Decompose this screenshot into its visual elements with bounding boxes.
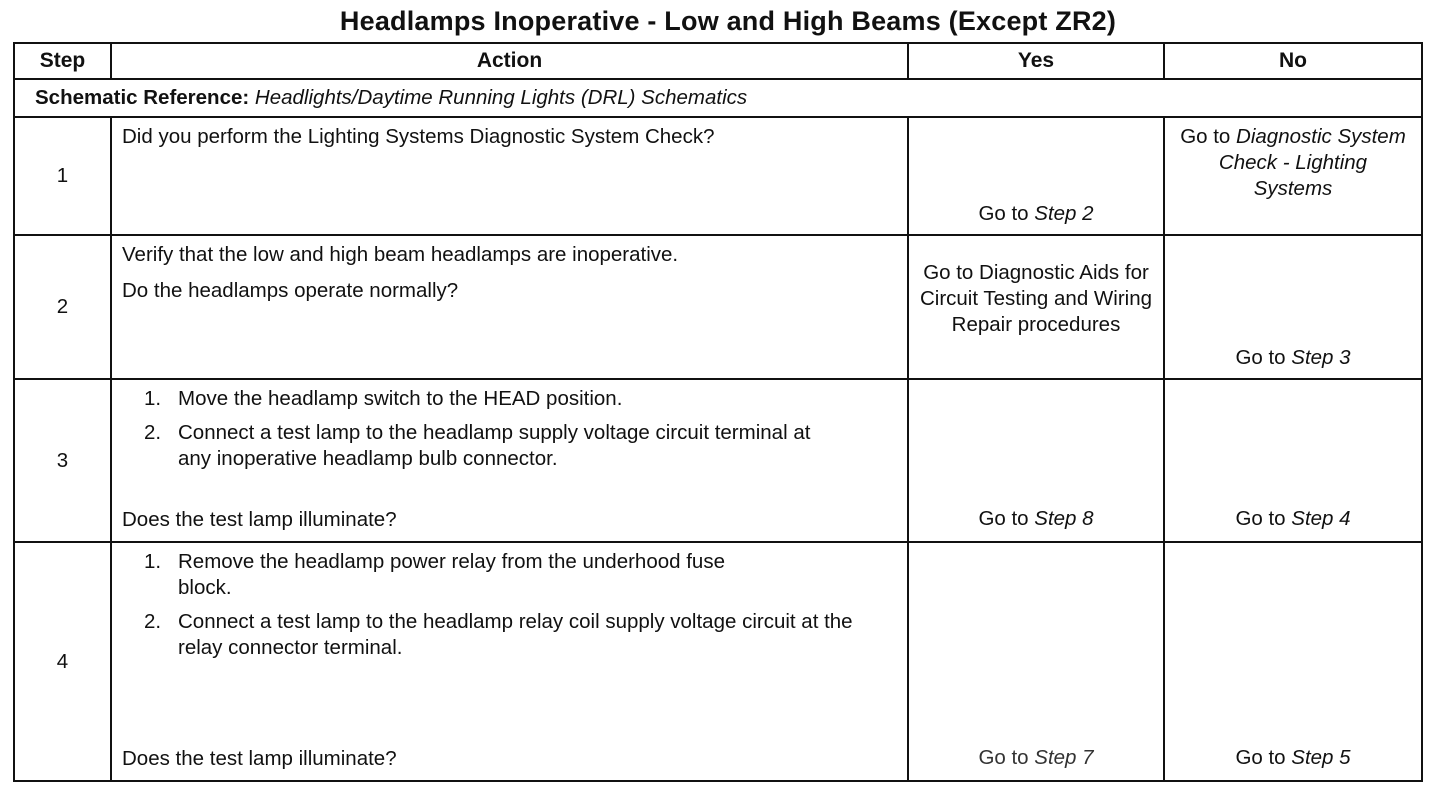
- action-cell: [111, 379, 908, 542]
- yes-cell: [908, 542, 1164, 781]
- action-question: Do the headlamps operate normally?: [122, 279, 459, 302]
- yes-result: Go to Step 8: [978, 507, 1094, 530]
- action-text: Did you perform the Lighting Systems Diagnostic System Check?: [122, 125, 715, 148]
- header-step: Step: [14, 43, 111, 79]
- no-result: Go to Diagnostic System Check - Lighting Systems: [1180, 125, 1406, 200]
- yes-step-link: Step 7: [1034, 746, 1094, 769]
- schematic-reference-value: Headlights/Daytime Running Lights (DRL) Schematics: [254, 86, 748, 109]
- yes-result: Go to Diagnostic Aids for Circuit Testing and Wiring Repair procedures: [919, 261, 1153, 336]
- yes-cell: [908, 379, 1164, 542]
- list-item: 2. Connect a test lamp to the headlamp supply voltage circuit terminal at any inoperative headlamp bulb connector.: [144, 421, 811, 470]
- yes-result: Go to Step 7: [978, 746, 1094, 769]
- action-cell: [111, 542, 908, 781]
- no-result: Go to Step 5: [1235, 746, 1351, 769]
- diagnostic-table: [13, 42, 1423, 782]
- action-cell: [111, 235, 908, 379]
- yes-step-link: Step 8: [1034, 507, 1094, 530]
- yes-result: Go to Step 2: [978, 202, 1094, 225]
- action-steps: [122, 386, 897, 472]
- schematic-reference-label: Schematic Reference:: [35, 86, 250, 109]
- no-step-link: Step 3: [1291, 346, 1351, 369]
- list-item: 1. Remove the headlamp power relay from the underhood fuse block.: [144, 550, 725, 599]
- header-no: No: [1164, 43, 1422, 79]
- header-yes: Yes: [908, 43, 1164, 79]
- action-question: Does the test lamp illuminate?: [122, 747, 397, 770]
- table-row: [14, 117, 1422, 235]
- no-result: Go to Step 4: [1235, 507, 1351, 530]
- step-number: 1: [14, 117, 111, 235]
- yes-cell: [908, 235, 1164, 379]
- no-cell: [1164, 379, 1422, 542]
- step-number: 4: [14, 542, 111, 781]
- schematic-reference: [14, 79, 1422, 117]
- action-cell: [111, 117, 908, 235]
- yes-step-link: Step 2: [1034, 202, 1094, 225]
- header-action: Action: [111, 43, 908, 79]
- header-row: [14, 43, 1422, 79]
- no-result: Go to Step 3: [1235, 346, 1351, 369]
- no-cell: [1164, 117, 1422, 235]
- no-step-link: Step 5: [1291, 746, 1351, 769]
- step-number: 2: [14, 235, 111, 379]
- table-row: [14, 379, 1422, 542]
- no-cell: [1164, 542, 1422, 781]
- table-row: [14, 235, 1422, 379]
- action-steps: [122, 549, 897, 661]
- schematic-reference-row: [14, 79, 1422, 117]
- step-number: 3: [14, 379, 111, 542]
- page-title: Headlamps Inoperative - Low and High Beams (Except ZR2): [339, 6, 1117, 36]
- action-question: Does the test lamp illuminate?: [122, 508, 397, 531]
- yes-cell: [908, 117, 1164, 235]
- list-item: 2. Connect a test lamp to the headlamp relay coil supply voltage circuit at the relay connector terminal.: [144, 610, 853, 659]
- no-step-link: Step 4: [1291, 507, 1351, 530]
- action-text: Verify that the low and high beam headlamps are inoperative.: [122, 243, 679, 266]
- list-item: 1. Move the headlamp switch to the HEAD position.: [144, 387, 623, 410]
- no-step-link: Diagnostic System Check - Lighting Systems: [1218, 125, 1406, 200]
- no-cell: [1164, 235, 1422, 379]
- table-row: [14, 542, 1422, 781]
